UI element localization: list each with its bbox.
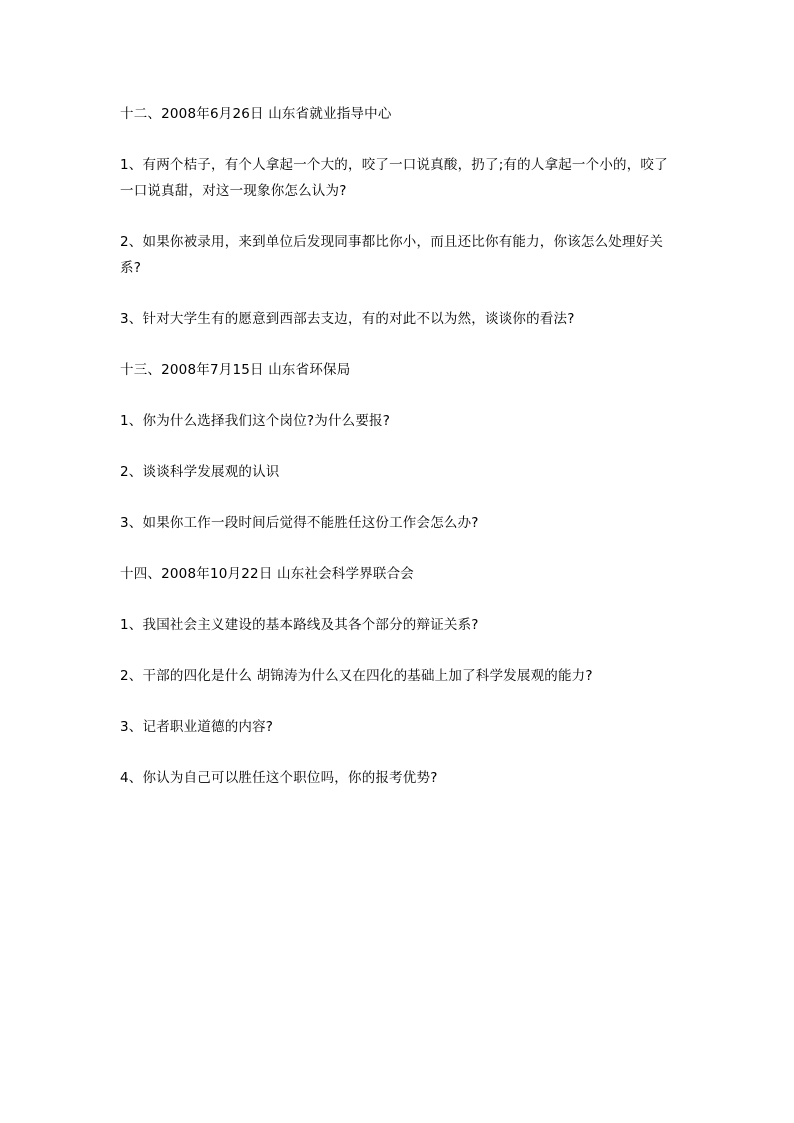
question-12-2: 2、如果你被录用，来到单位后发现同事都比你小，而且还比你有能力，你该怎么处理好关系? [120,234,664,276]
section-heading-14: 十四、2008年10月22日 山东社会科学界联合会 [120,566,415,582]
question-14-3: 3、记者职业道德的内容? [120,719,274,735]
question-14-2: 2、干部的四化是什么 胡锦涛为什么又在四化的基础上加了科学发展观的能力? [120,668,593,684]
question-12-1: 1、有两个桔子，有个人拿起一个大的，咬了一口说真酸，扔了;有的人拿起一个小的，咬了一口说真甜，对这一现象你怎么认为? [120,157,668,199]
question-13-2: 2、谈谈科学发展观的认识 [120,464,280,480]
question-13-1: 1、你为什么选择我们这个岗位?为什么要报? [120,413,391,429]
section-heading-12: 十二、2008年6月26日 山东省就业指导中心 [120,106,392,122]
question-12-3: 3、针对大学生有的愿意到西部去支边，有的对此不以为然，谈谈你的看法? [120,311,575,327]
question-14-4: 4、你认为自己可以胜任这个职位吗，你的报考优势? [120,770,438,786]
document-body [120,101,680,816]
question-14-1: 1、我国社会主义建设的基本路线及其各个部分的辩证关系? [120,617,479,633]
question-13-3: 3、如果你工作一段时间后觉得不能胜任这份工作会怎么办? [120,515,479,531]
section-heading-13: 十三、2008年7月15日 山东省环保局 [120,362,351,378]
